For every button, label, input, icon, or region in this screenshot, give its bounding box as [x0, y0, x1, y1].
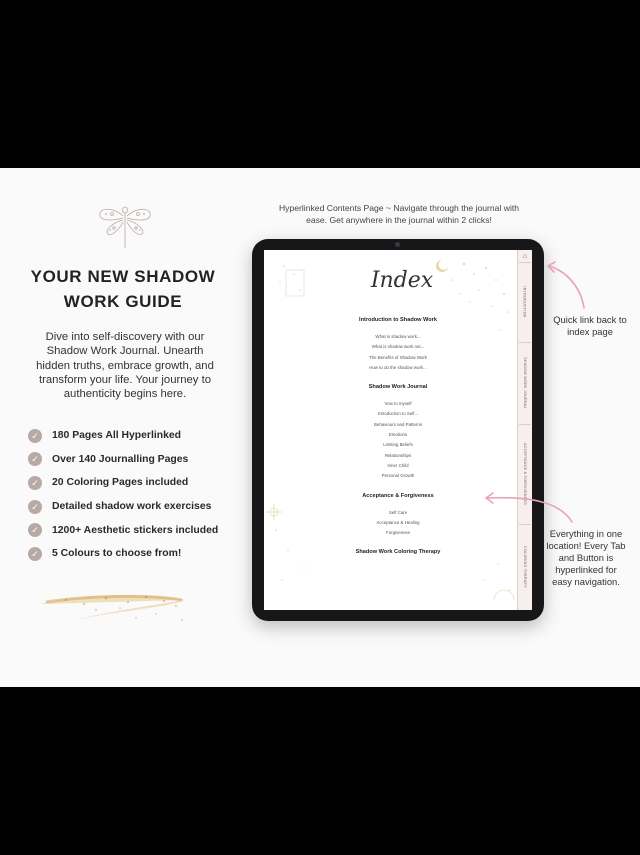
check-icon: ✓: [28, 429, 42, 443]
intro-text: Dive into self-discovery with our Shadow Work Journal. Unearth hidden truths, embrace growth, and transform your life. Your journey to authenticity begins here.: [36, 331, 214, 401]
feature-item: [28, 471, 218, 495]
feature-item: [28, 542, 218, 566]
index-entry[interactable]: Limiting Beliefs: [383, 442, 413, 448]
index-entry[interactable]: Emotions: [388, 432, 408, 438]
tablet-screen: [264, 250, 532, 610]
feature-item: [28, 448, 218, 472]
side-tab-label: ACCEPTANCE & FORGIVENESS: [523, 443, 528, 505]
page-title: [0, 264, 246, 314]
title-line-1: YOUR NEW SHADOW: [30, 267, 216, 286]
index-section-title[interactable]: Introduction to Shadow Work: [359, 317, 437, 323]
caption-everything: Everything in one location! Every Tab and Button is hyperlinked for easy navigation.: [546, 528, 626, 587]
index-entry[interactable]: Personal Growth: [381, 473, 415, 479]
index-entry[interactable]: Introduction to Self...: [377, 411, 419, 417]
caption-contents-page: Hyperlinked Contents Page ~ Navigate through the journal with ease. Get anywhere in the journal within 2 clicks!: [278, 203, 520, 225]
feature-item: [28, 424, 218, 448]
side-tab-bar: [517, 250, 532, 610]
side-tab-coloring[interactable]: [519, 524, 531, 610]
feature-label: Over 140 Journalling Pages: [52, 453, 189, 465]
feature-label: Detailed shadow work exercises: [52, 501, 212, 513]
index-entry[interactable]: Behaviours and Patterns: [373, 421, 423, 427]
index-contents: [308, 317, 488, 564]
index-heading: Index: [370, 268, 434, 293]
home-icon: ⌂: [522, 252, 528, 260]
index-entry[interactable]: What is shadow work not...: [371, 344, 425, 350]
side-tab-acceptance[interactable]: [519, 424, 531, 525]
feature-list: [28, 424, 218, 566]
feature-label: 20 Coloring Pages included: [52, 477, 189, 489]
feature-item: [28, 518, 218, 542]
gold-glitter-swash: [36, 588, 206, 658]
tablet-mockup: [252, 239, 544, 621]
index-entry[interactable]: Acceptance & Healing: [376, 519, 420, 525]
side-tab-journal[interactable]: [519, 342, 531, 425]
product-panel: [0, 168, 640, 687]
title-line-2: WORK GUIDE: [63, 292, 183, 311]
side-tab-label: COLORING THERAPY: [523, 546, 528, 588]
caption-quick-link: Quick link back to index page: [553, 314, 627, 337]
feature-item: [28, 495, 218, 519]
check-icon: ✓: [28, 523, 42, 537]
index-entry[interactable]: Relationships: [384, 452, 412, 458]
index-entry[interactable]: Forgiveness: [386, 530, 410, 536]
feature-label: 180 Pages All Hyperlinked: [52, 430, 181, 442]
feature-label: 1200+ Aesthetic stickers included: [52, 524, 219, 536]
side-tab-label: SHADOW WORK JOURNAL: [523, 357, 528, 409]
dragonfly-icon: [92, 200, 158, 252]
index-entry[interactable]: How to do the shadow work...: [369, 364, 427, 370]
camera-dot: [395, 242, 400, 247]
side-tab-label: INTRODUCTION: [523, 286, 527, 318]
index-entry[interactable]: The Benefits of Shadow Work: [368, 354, 427, 360]
index-section-title[interactable]: Shadow Work Coloring Therapy: [355, 549, 441, 556]
feature-label: 5 Colours to choose from!: [52, 548, 182, 560]
check-icon: ✓: [28, 476, 42, 490]
index-entry[interactable]: Self Care: [388, 509, 408, 515]
index-entry[interactable]: What is shadow work...: [375, 334, 421, 339]
check-icon: ✓: [28, 547, 42, 561]
index-section-title[interactable]: Shadow Work Journal: [368, 384, 428, 391]
index-entry[interactable]: Vow to myself: [384, 401, 412, 407]
curved-arrow-icon: [548, 266, 584, 308]
check-icon: ✓: [28, 452, 42, 466]
index-entry[interactable]: Inner Child: [387, 462, 409, 468]
check-icon: ✓: [28, 500, 42, 514]
index-section-title[interactable]: Acceptance & Forgiveness: [362, 492, 434, 499]
side-tab-introduction[interactable]: [519, 262, 531, 343]
